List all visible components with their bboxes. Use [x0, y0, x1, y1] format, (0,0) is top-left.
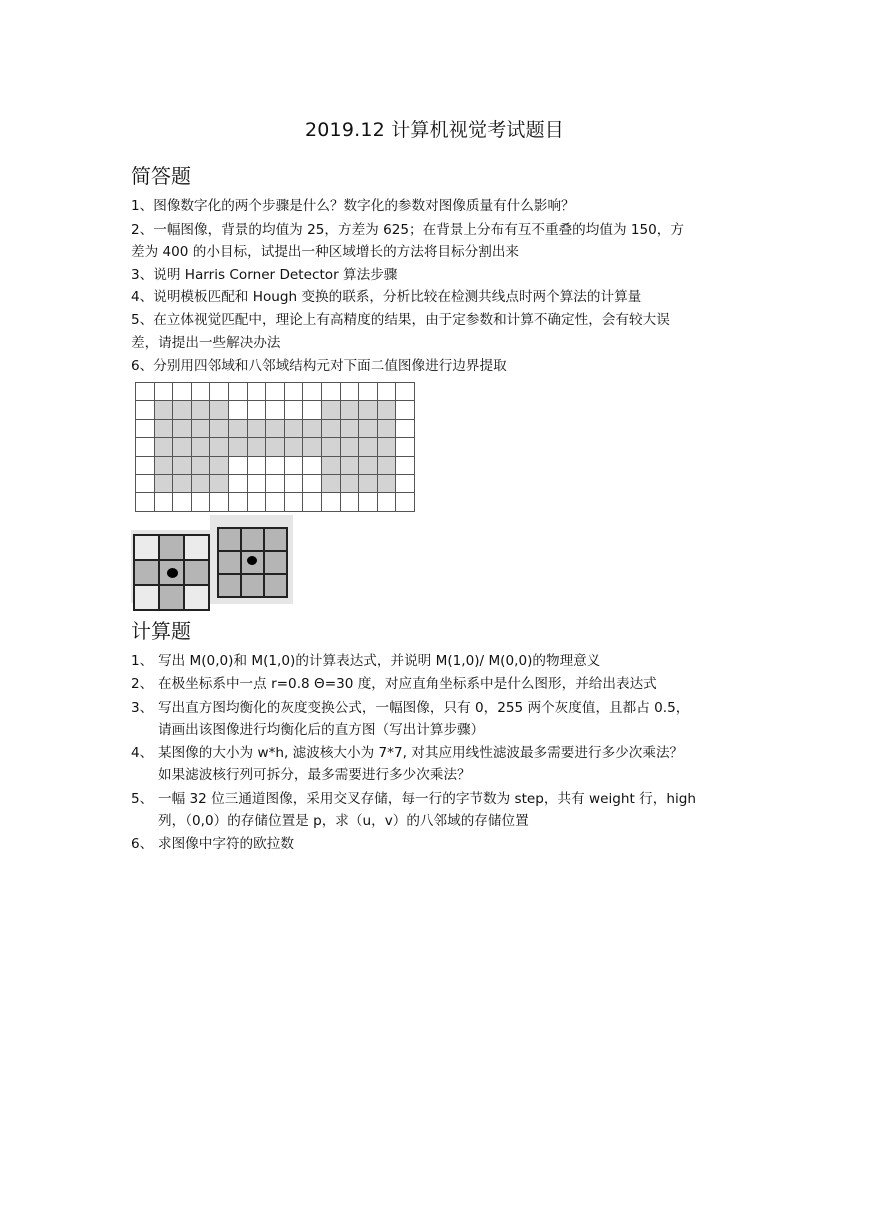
grid-cell-filled: [340, 401, 359, 419]
grid-row: [136, 474, 415, 492]
grid-cell-empty: [266, 401, 285, 419]
se-cell-empty: [134, 585, 159, 610]
item-text: 求图像中字符的欧拉数: [158, 836, 294, 852]
question-3: 3、说明 Harris Corner Detector 算法步骤: [131, 267, 398, 283]
question-5-line2: 差，请提出一些解决办法: [131, 335, 281, 351]
se-grid-8: [217, 527, 288, 598]
grid-cell-filled: [359, 401, 378, 419]
grid-cell-filled: [266, 438, 285, 456]
se-cell-filled: [218, 528, 241, 551]
grid-cell-empty: [191, 383, 210, 401]
calc-item-2: [131, 673, 743, 695]
grid-row: [136, 456, 415, 474]
grid-cell-empty: [266, 383, 285, 401]
grid-cell-empty: [210, 493, 229, 511]
grid-cell-empty: [321, 493, 340, 511]
se-cell-filled: [159, 535, 184, 560]
grid-cell-empty: [396, 493, 415, 511]
grid-cell-empty: [396, 474, 415, 492]
grid-cell-filled: [173, 419, 192, 437]
grid-cell-filled: [266, 419, 285, 437]
grid-cell-filled: [173, 401, 192, 419]
grid-cell-empty: [284, 493, 303, 511]
grid-cell-filled: [340, 438, 359, 456]
calc-item-6: [131, 833, 743, 855]
se-cell-filled: [184, 560, 209, 585]
grid-cell-filled: [359, 456, 378, 474]
grid-cell-empty: [154, 383, 173, 401]
grid-cell-empty: [228, 383, 247, 401]
calc-item-5: [131, 788, 743, 810]
grid-cell-filled: [321, 474, 340, 492]
grid-cell-filled: [321, 419, 340, 437]
calc-item-5-cont: 列，（0,0）的存储位置是 p，求（u，v）的八邻域的存储位置: [158, 813, 529, 829]
grid-cell-filled: [284, 438, 303, 456]
se-cell-empty: [134, 535, 159, 560]
grid-cell-filled: [191, 438, 210, 456]
grid-cell-filled: [191, 456, 210, 474]
item-text: 写出 M(0,0)和 M(1,0)的计算表达式，并说明 M(1,0)/ M(0,0)的物理意义: [158, 653, 601, 669]
grid-cell-empty: [247, 383, 266, 401]
item-number: 6、: [131, 836, 154, 852]
grid-cell-empty: [303, 401, 322, 419]
section-heading-short-answer: 简答题: [131, 164, 191, 188]
grid-cell-filled: [154, 456, 173, 474]
grid-cell-empty: [284, 383, 303, 401]
grid-row: [136, 401, 415, 419]
grid-cell-empty: [340, 493, 359, 511]
grid-cell-filled: [154, 401, 173, 419]
grid-cell-empty: [247, 456, 266, 474]
se-cell-filled: [241, 528, 264, 551]
grid-cell-empty: [136, 419, 155, 437]
eight-neighborhood-element: [210, 515, 293, 604]
question-2-line1: 2、一幅图像，背景的均值为 25，方差为 625；在背景上分布有互不重叠的均值为 150，方: [131, 222, 684, 238]
grid-cell-filled: [321, 456, 340, 474]
se-cell-filled: [218, 574, 241, 597]
grid-cell-filled: [377, 474, 396, 492]
grid-cell-empty: [266, 474, 285, 492]
four-neighborhood-element: [131, 530, 211, 603]
grid-cell-empty: [136, 383, 155, 401]
grid-cell-filled: [210, 401, 229, 419]
grid-row: [136, 419, 415, 437]
grid-cell-empty: [359, 383, 378, 401]
grid-cell-empty: [136, 438, 155, 456]
grid-cell-filled: [228, 419, 247, 437]
item-number: 4、: [131, 745, 154, 761]
question-6: 6、分别用四邻域和八邻域结构元对下面二值图像进行边界提取: [131, 358, 507, 374]
grid-cell-filled: [359, 438, 378, 456]
grid-cell-filled: [340, 419, 359, 437]
origin-dot-icon: [247, 556, 257, 565]
se-row: [218, 574, 287, 597]
se-cell-filled: [264, 551, 287, 574]
grid-cell-filled: [284, 419, 303, 437]
grid-cell-empty: [154, 493, 173, 511]
se-cell-filled: [159, 560, 184, 585]
item-text: 写出直方图均衡化的灰度变换公式，一幅图像，只有 0，255 两个灰度值，且都占 0.5，: [158, 700, 690, 716]
grid-cell-filled: [340, 474, 359, 492]
item-number: 2、: [131, 676, 154, 692]
grid-cell-empty: [228, 401, 247, 419]
grid-cell-empty: [377, 493, 396, 511]
calc-item-4-cont: 如果滤波核行列可拆分，最多需要进行多少次乘法？: [158, 767, 471, 783]
grid-cell-filled: [191, 474, 210, 492]
calc-item-3-cont: 请画出该图像进行均衡化后的直方图（写出计算步骤）: [158, 722, 485, 738]
grid-cell-empty: [173, 383, 192, 401]
grid-cell-empty: [396, 401, 415, 419]
grid-cell-empty: [136, 493, 155, 511]
question-5-line1: 5、在立体视觉匹配中，理论上有高精度的结果，由于定参数和计算不确定性，会有较大误: [131, 312, 670, 328]
grid-cell-empty: [303, 383, 322, 401]
question-2-line2: 差为 400 的小目标，试提出一种区域增长的方法将目标分割出来: [131, 244, 520, 260]
se-cell-filled: [159, 585, 184, 610]
question-4: 4、说明模板匹配和 Hough 变换的联系，分析比较在检测共线点时两个算法的计算量: [131, 289, 642, 305]
grid-cell-empty: [303, 493, 322, 511]
se-cell-empty: [184, 585, 209, 610]
item-text: 一幅 32 位三通道图像，采用交叉存储，每一行的字节数为 step，共有 weight 行，high: [158, 791, 696, 807]
grid-cell-filled: [303, 438, 322, 456]
question-1: 1、图像数字化的两个步骤是什么？数字化的参数对图像质量有什么影响？: [131, 198, 575, 214]
se-grid-4: [133, 534, 210, 611]
grid-cell-filled: [340, 456, 359, 474]
grid-cell-filled: [154, 438, 173, 456]
se-row: [134, 585, 209, 610]
grid-cell-filled: [210, 438, 229, 456]
grid-cell-filled: [173, 438, 192, 456]
grid-cell-filled: [321, 401, 340, 419]
grid-cell-filled: [191, 419, 210, 437]
grid-cell-filled: [154, 419, 173, 437]
grid-row: [136, 383, 415, 401]
grid-cell-empty: [340, 383, 359, 401]
grid-cell-filled: [210, 456, 229, 474]
grid-cell-filled: [359, 474, 378, 492]
grid-cell-empty: [191, 493, 210, 511]
grid-cell-empty: [377, 383, 396, 401]
grid-cell-empty: [284, 474, 303, 492]
item-number: 5、: [131, 791, 154, 807]
grid-cell-empty: [228, 456, 247, 474]
se-cell-empty: [184, 535, 209, 560]
grid-cell-empty: [321, 383, 340, 401]
item-number: 3、: [131, 700, 154, 716]
se-row: [134, 535, 209, 560]
item-text: 某图像的大小为 w*h, 滤波核大小为 7*7, 对其应用线性滤波最多需要进行多少次乘法？: [158, 745, 684, 761]
origin-dot-icon: [167, 568, 178, 578]
se-row: [134, 560, 209, 585]
grid-cell-filled: [247, 419, 266, 437]
grid-cell-empty: [303, 474, 322, 492]
calc-item-3: [131, 697, 743, 719]
se-row: [218, 528, 287, 551]
page-title: 2019.12 计算机视觉考试题目: [304, 119, 564, 141]
grid-cell-filled: [377, 401, 396, 419]
grid-cell-empty: [247, 493, 266, 511]
grid-cell-empty: [228, 493, 247, 511]
se-cell-filled: [134, 560, 159, 585]
grid-cell-filled: [377, 456, 396, 474]
se-cell-filled: [264, 528, 287, 551]
grid-cell-empty: [210, 383, 229, 401]
grid-cell-empty: [136, 474, 155, 492]
grid-cell-empty: [136, 401, 155, 419]
grid-cell-empty: [396, 419, 415, 437]
calc-item-4: [131, 742, 743, 764]
grid-cell-empty: [228, 474, 247, 492]
grid-cell-filled: [210, 474, 229, 492]
section-heading-calculation: 计算题: [131, 619, 191, 643]
grid-cell-empty: [247, 474, 266, 492]
grid-cell-filled: [191, 401, 210, 419]
grid-row: [136, 493, 415, 511]
grid-row: [136, 438, 415, 456]
se-cell-filled: [241, 551, 264, 574]
grid-cell-empty: [247, 401, 266, 419]
grid-cell-empty: [396, 438, 415, 456]
grid-cell-empty: [284, 456, 303, 474]
grid-cell-filled: [359, 419, 378, 437]
grid-cell-filled: [377, 438, 396, 456]
grid-cell-filled: [210, 419, 229, 437]
grid-cell-empty: [173, 493, 192, 511]
se-cell-filled: [218, 551, 241, 574]
grid-cell-empty: [266, 493, 285, 511]
grid-cell-empty: [359, 493, 378, 511]
grid-cell-filled: [173, 456, 192, 474]
grid-cell-empty: [266, 456, 285, 474]
se-row: [218, 551, 287, 574]
grid-cell-filled: [228, 438, 247, 456]
grid-cell-filled: [154, 474, 173, 492]
calc-item-1: [131, 650, 743, 672]
binary-image-grid: [135, 382, 415, 512]
grid-cell-filled: [303, 419, 322, 437]
grid-cell-filled: [247, 438, 266, 456]
item-text: 在极坐标系中一点 r=0.8 Θ=30 度，对应直角坐标系中是什么图形，并给出表达式: [158, 676, 657, 692]
grid-cell-filled: [321, 438, 340, 456]
grid-cell-empty: [136, 456, 155, 474]
se-cell-filled: [241, 574, 264, 597]
item-number: 1、: [131, 653, 154, 669]
se-cell-filled: [264, 574, 287, 597]
grid-cell-empty: [284, 401, 303, 419]
grid-cell-empty: [396, 383, 415, 401]
grid-cell-empty: [303, 456, 322, 474]
grid-cell-filled: [377, 419, 396, 437]
grid-cell-filled: [173, 474, 192, 492]
grid-cell-empty: [396, 456, 415, 474]
